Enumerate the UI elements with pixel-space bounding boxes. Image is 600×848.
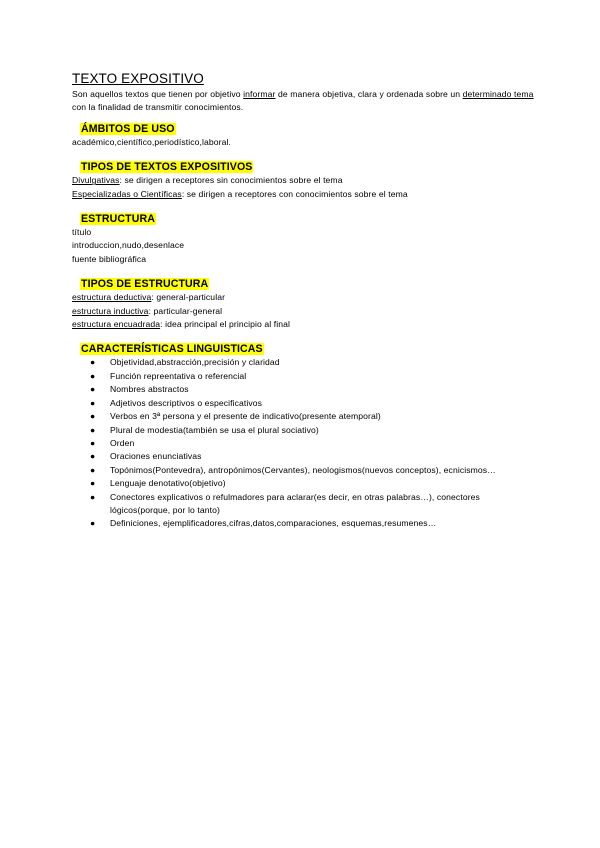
intro-paragraph	[72, 88, 542, 115]
list-item	[72, 464, 542, 477]
section-heading-tipos-textos	[72, 160, 542, 174]
list-item-text: Lenguaje denotativo(objetivo)	[110, 478, 226, 489]
intro-underline-tema: determinado tema	[462, 89, 534, 99]
section-heading-tipos-estructura	[72, 277, 542, 291]
tipo-estructura-desc: : particular-general	[148, 305, 223, 316]
list-item	[72, 477, 542, 490]
tipo-estructura-item	[72, 318, 542, 331]
section-heading-caracteristicas	[72, 342, 542, 356]
bullet-icon: ●	[90, 491, 96, 502]
intro-text-1: Son aquellos textos que tienen por objetivo	[72, 89, 244, 99]
tipo-texto-term: Divulgativas	[72, 175, 120, 186]
tipo-texto-item	[72, 188, 542, 201]
bullet-icon: ●	[90, 464, 96, 475]
tipo-estructura-term: estructura encuadrada	[72, 319, 161, 330]
bullet-icon: ●	[90, 357, 96, 368]
heading-highlight: CARACTERÍSTICAS LINGUISTICAS	[81, 343, 263, 356]
list-item-text: Objetividad,abstracción,precisión y claridad	[110, 357, 280, 368]
bullet-icon: ●	[90, 384, 96, 395]
estructura-line: introduccion,nudo,desenlace	[72, 240, 185, 251]
tipo-estructura-term: estructura deductiva	[72, 292, 152, 303]
estructura-line: título	[72, 227, 92, 238]
tipo-estructura-item	[72, 305, 542, 318]
list-item	[72, 370, 542, 383]
bullet-icon: ●	[90, 451, 96, 462]
document-page	[72, 70, 542, 531]
section-heading-ambitos	[72, 122, 542, 136]
tipo-texto-desc: : se dirigen a receptores sin conocimientos sobre el tema	[119, 175, 343, 186]
heading-highlight: ÁMBITOS DE USO	[81, 122, 175, 135]
heading-highlight: TIPOS DE TEXTOS EXPOSITIVOS	[81, 161, 253, 174]
estructura-line: fuente bibliográfica	[72, 253, 147, 264]
bullet-icon: ●	[90, 370, 96, 381]
tipo-texto-term: Especializadas o Científicas	[72, 188, 182, 199]
list-item-text: Verbos en 3ª persona y el presente de indicativo(presente atemporal)	[110, 411, 381, 422]
list-item-text: Topónimos(Pontevedra), antropónimos(Cervantes), neologismos(nuevos conceptos), ecnicismos…	[110, 464, 496, 475]
ambitos-text: académico,científico,periodístico,laboral.	[72, 136, 231, 147]
list-item	[72, 491, 542, 518]
tipo-texto-desc: : se dirigen a receptores con conocimientos sobre el tema	[181, 188, 408, 199]
bullet-icon: ●	[90, 478, 96, 489]
intro-underline-informar: informar	[243, 89, 276, 99]
list-item-text: Orden	[110, 437, 135, 448]
section-heading-estructura	[72, 212, 542, 226]
tipo-estructura-item	[72, 291, 542, 304]
tipo-estructura-term: estructura inductiva	[72, 305, 149, 316]
list-item-text: Definiciones, ejemplificadores,cifras,datos,comparaciones, esquemas,resumenes…	[110, 518, 437, 529]
list-item-text: Conectores explicativos o refulmadores para aclarar(es decir, en otras palabras…), conectores lógicos(porque, por lo tanto)	[110, 491, 480, 515]
heading-highlight: TIPOS DE ESTRUCTURA	[81, 278, 209, 291]
list-item-text: Nombres abstractos	[110, 384, 189, 395]
list-item	[72, 450, 542, 463]
list-item-text: Oraciones enunciativas	[110, 451, 202, 462]
bullet-icon: ●	[90, 397, 96, 408]
list-item	[72, 437, 542, 450]
list-item	[72, 383, 542, 396]
list-item	[72, 410, 542, 423]
list-item	[72, 424, 542, 437]
tipo-estructura-desc: : idea principal el principio al final	[160, 319, 291, 330]
list-item	[72, 356, 542, 369]
intro-text-3: con la finalidad de transmitir conocimientos.	[72, 102, 244, 113]
list-item-text: Función repreentativa o referencial	[110, 370, 247, 381]
bullet-icon: ●	[90, 437, 96, 448]
intro-text-2: de manera objetiva, clara y ordenada sobre un	[275, 89, 463, 99]
bullet-icon: ●	[90, 424, 96, 435]
bullet-icon: ●	[90, 411, 96, 422]
caracteristicas-list	[72, 356, 542, 530]
tipo-texto-item	[72, 174, 542, 187]
list-item-text: Adjetivos descriptivos o especificativos	[110, 397, 263, 408]
list-item	[72, 517, 542, 530]
page-title: TEXTO EXPOSITIVO	[72, 71, 204, 86]
tipo-estructura-desc: : general-particular	[151, 292, 226, 303]
bullet-icon: ●	[90, 518, 96, 529]
list-item-text: Plural de modestia(también se usa el plural sociativo)	[110, 424, 319, 435]
list-item	[72, 397, 542, 410]
heading-highlight: ESTRUCTURA	[81, 213, 155, 226]
